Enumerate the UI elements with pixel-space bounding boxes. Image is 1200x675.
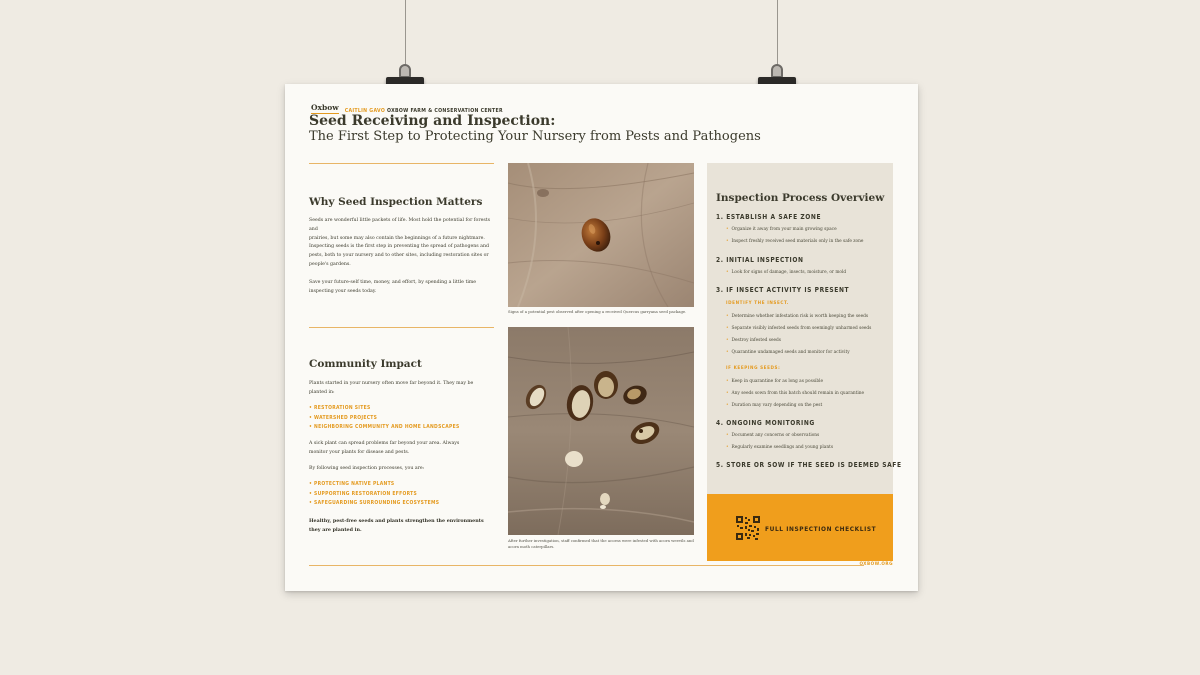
step-item: • Duration may vary depending on the pest — [726, 403, 822, 408]
step-5: 5. STORE OR SOW IF THE SEED IS DEEMED SAFE — [716, 461, 902, 469]
page-subtitle: The First Step to Protecting Your Nursery from Pests and Pathogens — [309, 129, 761, 144]
qr-code-icon[interactable] — [736, 516, 760, 540]
list-item: • WATERSHED PROJECTS — [309, 414, 460, 424]
community-paragraph-1: Plants started in your nursery often move far beyond it. They may be planted in: — [309, 381, 474, 395]
community-paragraph-2: A sick plant can spread problems far beyond your area. Always monitor your plants for disease and pests. — [309, 441, 460, 455]
community-paragraph-3: By following seed inspection processes, you are: — [309, 466, 425, 471]
step-item: • Destroy infested seeds — [726, 338, 781, 343]
step-item: • Determine whether infestation risk is worth keeping the seeds — [726, 314, 868, 319]
step-item: • Document any concerns or observations — [726, 433, 819, 438]
step-3: 3. IF INSECT ACTIVITY IS PRESENT — [716, 286, 850, 294]
oxbow-logo: Oxbow — [311, 103, 339, 112]
step-item: • Quarantine undamaged seeds and monitor for activity — [726, 350, 850, 355]
step-item: • Look for signs of damage, insects, moisture, or mold — [726, 270, 846, 275]
page-title: Seed Receiving and Inspection: — [309, 113, 556, 129]
planted-in-list — [309, 404, 460, 433]
footer-website[interactable]: OXBOW.ORG — [859, 562, 893, 567]
hanging-wire-left — [405, 0, 406, 70]
benefits-list — [309, 480, 439, 509]
checklist-link[interactable]: FULL INSPECTION CHECKLIST — [765, 525, 877, 533]
why-paragraph-3: Save your future-self time, money, and effort, by spending a little time inspecting your seeds today. — [309, 280, 477, 294]
author-name: CAITLIN GAVO — [344, 107, 386, 114]
step-item: • Keep in quarantine for as long as possible — [726, 379, 823, 384]
poster — [285, 84, 918, 591]
step-item: • Any seeds sown from this batch should remain in quarantine — [726, 391, 864, 396]
section-divider — [309, 163, 494, 164]
list-item: • RESTORATION SITES — [309, 404, 460, 414]
community-heading: Community Impact — [309, 358, 422, 370]
step-4: 4. ONGOING MONITORING — [716, 419, 815, 427]
process-title: Inspection Process Overview — [716, 192, 885, 204]
section-divider — [309, 327, 494, 328]
keeping-label: IF KEEPING SEEDS: — [726, 366, 781, 371]
community-closing: Healthy, pest-free seeds and plants strengthen the environments they are planted in. — [309, 518, 484, 533]
hanging-wire-right — [777, 0, 778, 70]
list-item: • SAFEGUARDING SURROUNDING ECOSYSTEMS — [309, 499, 439, 509]
photo-infested-acorns — [508, 327, 694, 535]
list-item: • PROTECTING NATIVE PLANTS — [309, 480, 439, 490]
photo-caption-2: After further investigation, staff confirmed that the acorns were infested with acorn weevils and acorn moth caterpillars. — [508, 538, 694, 549]
step-item: • Regularly examine seedlings and young plants — [726, 445, 833, 450]
inspection-process-panel — [707, 163, 902, 495]
step-item: • Inspect freshly received seed materials only in the safe zone — [726, 239, 863, 244]
list-item: • NEIGHBORING COMMUNITY AND HOME LANDSCAPES — [309, 423, 460, 433]
step-item: • Organize it away from your main growing space — [726, 227, 837, 232]
why-paragraph-1: Seeds are wonderful little packets of life. Most hold the potential for forests and prairies, but some may also contain the beginnings of a future nightmare. — [309, 218, 491, 241]
checklist-banner — [707, 494, 893, 561]
step-item: • Separate visibly infested seeds from seemingly unharmed seeds — [726, 326, 871, 331]
why-heading: Why Seed Inspection Matters — [309, 196, 483, 208]
why-paragraph-2: Inspecting seeds is the first step in preventing the spread of pathogens and pests, both to your nursery and to other sites, including restoration sites or people's gardens. — [309, 244, 489, 267]
org-name: OXBOW FARM & CONSERVATION CENTER — [387, 107, 503, 114]
step-2: 2. INITIAL INSPECTION — [716, 256, 804, 264]
list-item: • SUPPORTING RESTORATION EFFORTS — [309, 490, 439, 500]
photo-single-acorn — [508, 163, 694, 307]
footer-divider — [309, 565, 864, 566]
identify-label: IDENTIFY THE INSECT. — [726, 301, 789, 306]
step-1: 1. ESTABLISH A SAFE ZONE — [716, 213, 822, 221]
photo-caption-1: Signs of a potential pest observed after opening a received Quercus garryana seed package. — [508, 309, 687, 314]
